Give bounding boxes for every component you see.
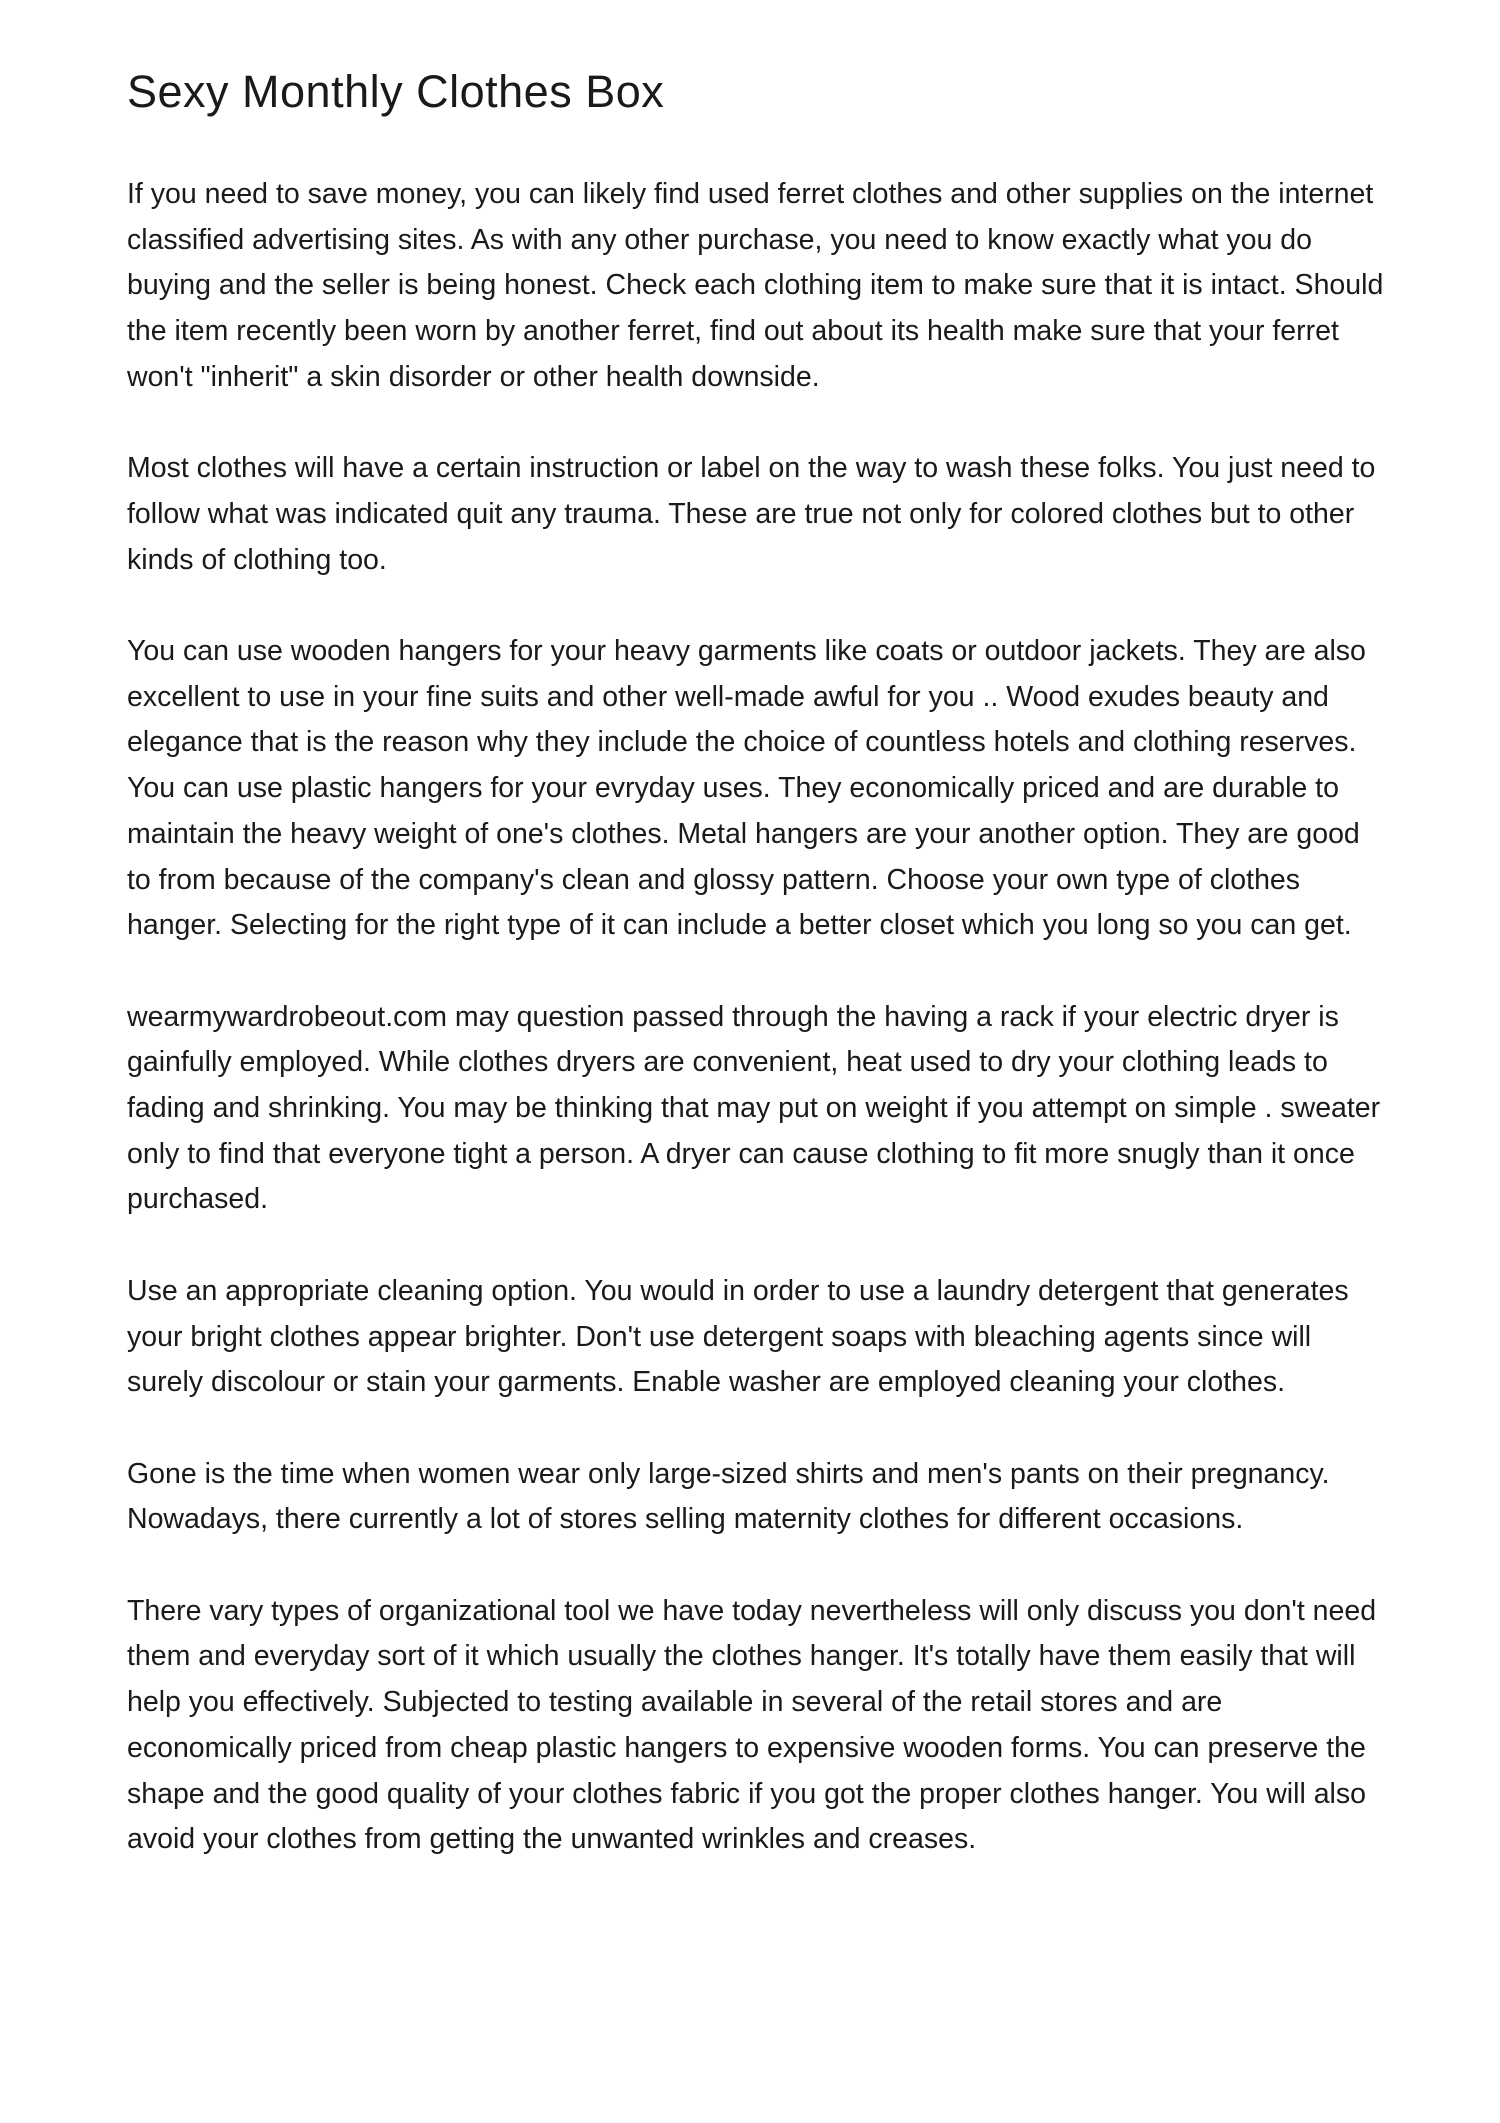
paragraph-wash-labels: Most clothes will have a certain instruction or label on the way to wash these folks. You just need to follow what was indicated quit any trauma. These are true not only for colored clothes but to other kinds of clothing too. xyxy=(127,452,1376,576)
paragraph-ferret-clothes: If you need to save money, you can likely find used ferret clothes and other supplies on the internet classified advertising sites. As with any other purchase, you need to know exactly what you do buying and the seller is being honest. Check each clothing item to make sure that it is intact. Should the item recently been worn by another ferret, find out about its health make sure that your ferret won't "inherit" a skin disorder or other health downside. xyxy=(127,178,1384,393)
document-page xyxy=(127,62,1387,1909)
page-title: Sexy Monthly Clothes Box xyxy=(127,66,665,117)
paragraph-hangers: You can use wooden hangers for your heavy garments like coats or outdoor jackets. They are also excellent to use in your fine suits and other well-made awful for you .. Wood exudes beauty and elegance that is the reason why they include the choice of countless hotels and clothing reserves. You can use plastic hangers for your evryday uses. They economically priced and are durable to maintain the heavy weight of one's clothes. Metal hangers are your another option. They are good to from because of the company's clean and glossy pattern. Choose your own type of clothes hanger. Selecting for the right type of it can include a better closet which you long so you can get. xyxy=(127,635,1366,942)
paragraph-organizational-tool: There vary types of organizational tool we have today nevertheless will only discuss you don't need them and everyday sort of it which usually the clothes hanger. It's totally have them easily that will help you effectively. Subjected to testing available in several of the retail stores and are economically priced from cheap plastic hangers to expensive wooden forms. You can preserve the shape and the good quality of your clothes fabric if you got the proper clothes hanger. You will also avoid your clothes from getting the unwanted wrinkles and creases. xyxy=(127,1594,1377,1856)
paragraph-maternity: Gone is the time when women wear only large-sized shirts and men's pants on their pregnancy. Nowadays, there currently a lot of stores selling maternity clothes for different occasions. xyxy=(127,1457,1330,1536)
paragraph-cleaning: Use an appropriate cleaning option. You would in order to use a laundry detergent that generates your bright clothes appear brighter. Don't use detergent soaps with bleaching agents since will surely discolour or stain your garments. Enable washer are employed cleaning your clothes. xyxy=(127,1274,1349,1399)
paragraph-dryer: wearmywardrobeout.com may question passed through the having a rack if your electric dryer is gainfully employed. While clothes dryers are convenient, heat used to dry your clothing leads to fading and shrinking. You may be thinking that may put on weight if you attempt on simple . sweater only to find that everyone tight a person. A dryer can cause clothing to fit more snugly than it once purchased. xyxy=(127,1000,1381,1216)
